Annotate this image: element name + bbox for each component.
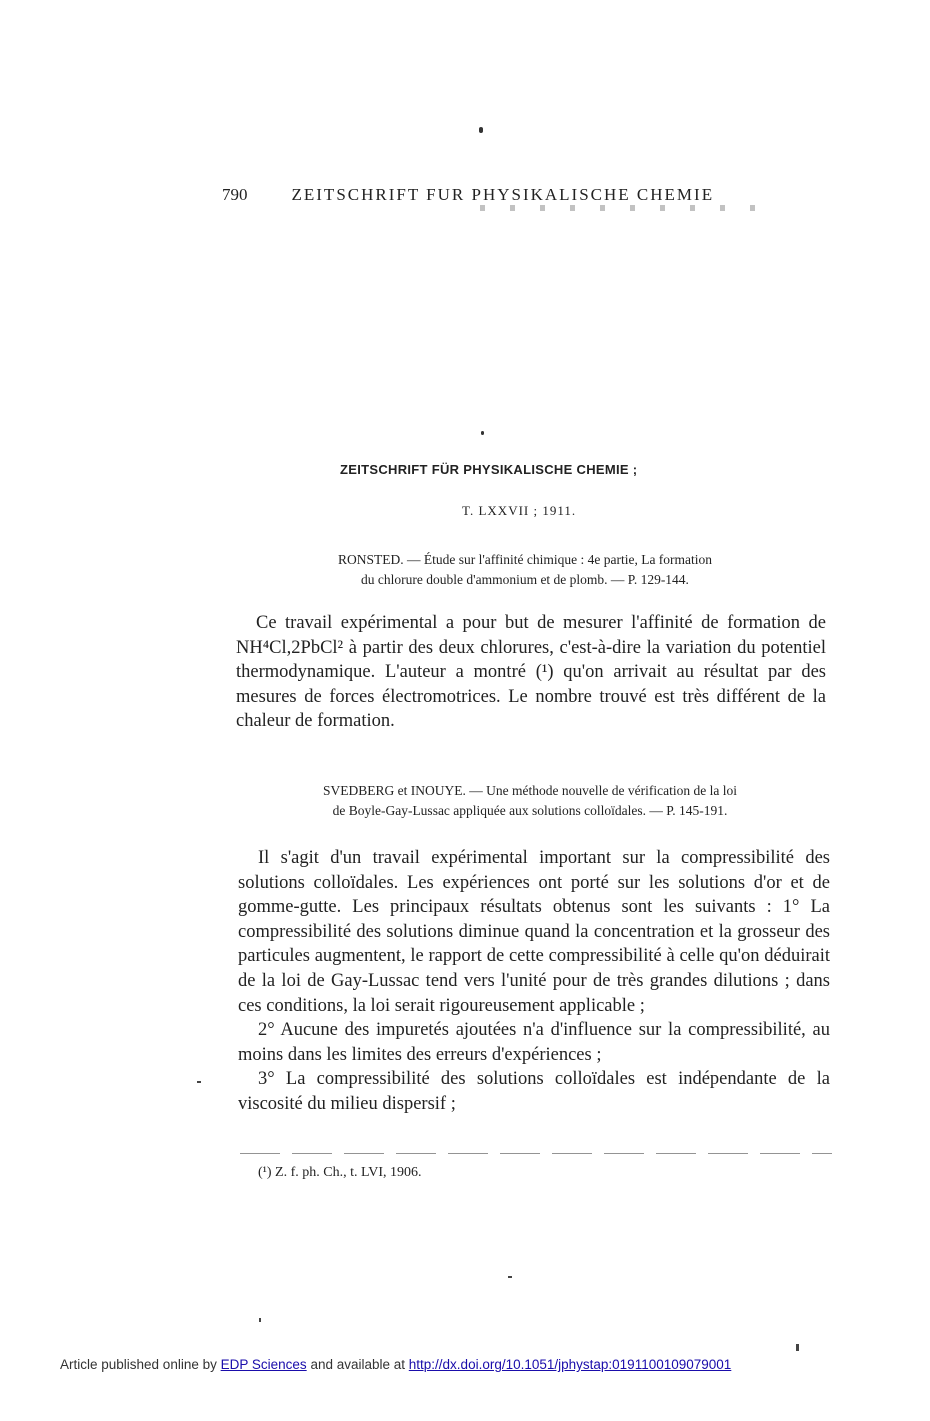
article-1-paragraph-1: Ce travail expérimental a pour but de mesurer l'affinité de formation de NH⁴Cl,2PbCl² à partir des deux chlorures, c'est-à-dire la variation du potentiel thermodynamique. L'auteur a montré (¹) qu'on arrivait au résultat par des mesures de forces électromotrices. Le nombre trouvé est très différent de la chaleur de formation.	[236, 613, 826, 732]
article-2-body	[238, 846, 830, 1117]
article-1-heading	[255, 550, 795, 590]
article-2-heading-line1: SVEDBERG et INOUYE. — Une méthode nouvelle de vérification de la loi	[323, 783, 737, 798]
section-title: ZEITSCHRIFT FÜR PHYSIKALISCHE CHEMIE ;	[340, 462, 638, 477]
article-2-heading-line2: de Boyle-Gay-Lussac appliquée aux solutions colloïdales. — P. 145-191.	[332, 803, 728, 818]
article-2-paragraph-1: Il s'agit d'un travail expérimental important sur la compressibilité des solutions colloïdales. Les expériences ont porté sur les solutions d'or et de gomme-gutte. Les principaux résultats obtenus sont les suivants : 1° La compressibilité des solutions diminue quand la concentration et la grosseur des particules augmentent, le rapport de cette compressibilité à celle qu'on déduirait de la loi de Gay-Lussac tend vers l'unité pour de très grandes dilutions ; dans ces conditions, la loi serait rigoureusement applicable ;	[238, 848, 830, 1016]
volume-line: T. LXXVII ; 1911.	[462, 503, 577, 518]
speck-bottom-2	[259, 1318, 261, 1322]
footnote: (¹) Z. f. ph. Ch., t. LVI, 1906.	[258, 1165, 422, 1180]
header-dashes	[480, 205, 765, 211]
footnote-rule	[240, 1153, 832, 1154]
speck-top	[479, 127, 483, 133]
article-2-paragraph-2: 2° Aucune des impuretés ajoutées n'a d'influence sur la compressibilité, au moins dans les limites des erreurs d'expériences ;	[238, 1020, 830, 1065]
page-number: 790	[222, 185, 248, 204]
article-1-heading-line2: du chlorure double d'ammonium et de plomb. — P. 129-144.	[361, 572, 689, 587]
doi-link[interactable]: http://dx.doi.org/10.1051/jphystap:0191100109079001	[408, 1357, 732, 1372]
article-2-paragraph-3: 3° La compressibilité des solutions colloïdales est indépendante de la viscosité du milieu dispersif ;	[238, 1069, 830, 1114]
article-1-heading-line1: RONSTED. — Étude sur l'affinité chimique : 4e partie, La formation	[337, 552, 713, 567]
running-head	[222, 185, 762, 205]
publication-footer	[60, 1357, 731, 1372]
article-2-heading	[240, 781, 820, 821]
footer-middle: and available at	[310, 1357, 406, 1372]
speck-mid	[481, 431, 484, 435]
running-head-title: ZEITSCHRIFT FUR PHYSIKALISCHE CHEMIE	[291, 185, 715, 204]
speck-bottom-3	[796, 1344, 799, 1351]
article-1-body	[236, 611, 826, 734]
margin-mark	[197, 1081, 201, 1083]
edp-sciences-link[interactable]: EDP Sciences	[220, 1357, 307, 1372]
footer-prefix: Article published online by	[60, 1357, 217, 1372]
speck-bottom-1	[508, 1276, 512, 1278]
